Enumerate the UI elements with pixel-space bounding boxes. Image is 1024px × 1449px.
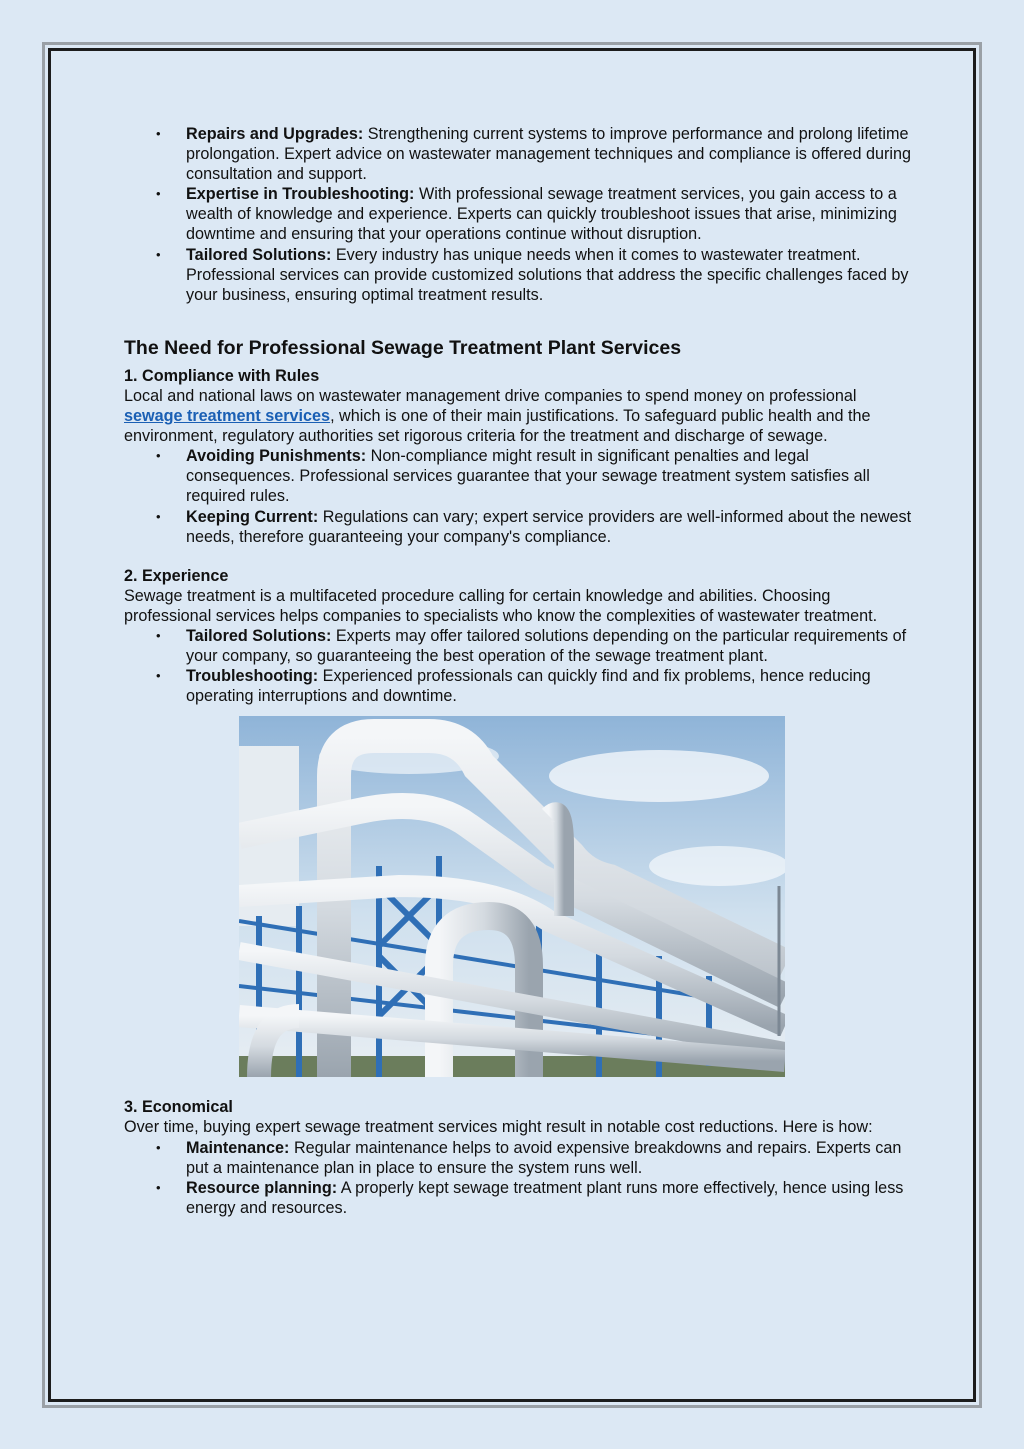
- bullet-icon: •: [156, 448, 161, 464]
- economical-title: 3. Economical: [124, 1098, 233, 1117]
- document-body: [124, 124, 914, 1218]
- list-item: • Avoiding Punishments: Non-compliance might result in significant penalties and legal consequences. Professional services guarantee that your sewage treatment system satisfies all required rules.: [156, 447, 870, 506]
- sewage-treatment-services-link[interactable]: sewage treatment services: [124, 407, 331, 426]
- compliance-bullet-list: [124, 446, 914, 546]
- experience-title: 2. Experience: [124, 566, 229, 585]
- list-item: • Keeping Current: Regulations can vary; expert service providers are well-informed about the newest needs, therefore guaranteeing your company's compliance.: [156, 507, 912, 546]
- experience-paragraph: Sewage treatment is a multifaceted procedure calling for certain knowledge and abilities. Choosing professional services helps companies to specialists who know the complexities of wastewater treatment.: [124, 586, 878, 625]
- compliance-paragraph: Local and national laws on wastewater management drive companies to spend money on professional sewage treatment services, which is one of their main justifications. To safeguard public health and the environment, regulatory authorities set rigorous criteria for the treatment and discharge of sewage.: [124, 386, 871, 446]
- experience-bullet-list: [124, 626, 914, 706]
- bullet-icon: •: [156, 508, 161, 524]
- bullet-icon: •: [156, 186, 161, 202]
- bullet-icon: •: [156, 627, 161, 643]
- list-item: • Tailored Solutions: Experts may offer tailored solutions depending on the particular requirements of your company, so guaranteeing the best operation of the sewage treatment plant.: [156, 626, 907, 666]
- list-item: • Troubleshooting: Experienced professionals can quickly find and fix problems, hence reducing operating interruptions and downtime.: [156, 667, 871, 706]
- list-item: • Tailored Solutions: Every industry has unique needs when it comes to wastewater treatment. Professional services can provide customized solutions that address the specific challenges faced by your business, ensuring optimal treatment results.: [156, 245, 909, 304]
- list-item: • Expertise in Troubleshooting: With professional sewage treatment services, you gain access to a wealth of knowledge and experience. Experts can quickly troubleshoot issues that arise, minimizing downtime and ensuring that your operations continue without disruption.: [156, 185, 897, 244]
- compliance-section: [124, 366, 914, 547]
- bullet-icon: •: [156, 668, 161, 684]
- list-item: • Maintenance: Regular maintenance helps to avoid expensive breakdowns and repairs. Experts can put a maintenance plan in place to ensure the system runs well.: [156, 1138, 902, 1177]
- economical-paragraph: Over time, buying expert sewage treatment services might result in notable cost reductions. Here is how:: [124, 1118, 873, 1137]
- bullet-icon: •: [156, 1139, 161, 1155]
- experience-section: [124, 566, 914, 707]
- economical-bullet-list: [124, 1138, 914, 1218]
- bullet-icon: •: [156, 1179, 161, 1195]
- list-item: • Repairs and Upgrades: Strengthening current systems to improve performance and prolong lifetime prolongation. Expert advice on wastewater management techniques and compliance is offered during consultation and support.: [156, 125, 911, 184]
- list-item: • Resource planning: A properly kept sewage treatment plant runs more effectively, hence using less energy and resources.: [156, 1178, 904, 1217]
- compliance-title: 1. Compliance with Rules: [124, 366, 320, 385]
- industrial-pipeline-photo: [239, 716, 785, 1077]
- bullet-icon: •: [156, 246, 161, 262]
- section-heading: The Need for Professional Sewage Treatment Plant Services: [124, 336, 682, 359]
- economical-section: [124, 1097, 914, 1218]
- intro-bullet-list: [124, 124, 914, 305]
- bullet-icon: •: [156, 126, 161, 141]
